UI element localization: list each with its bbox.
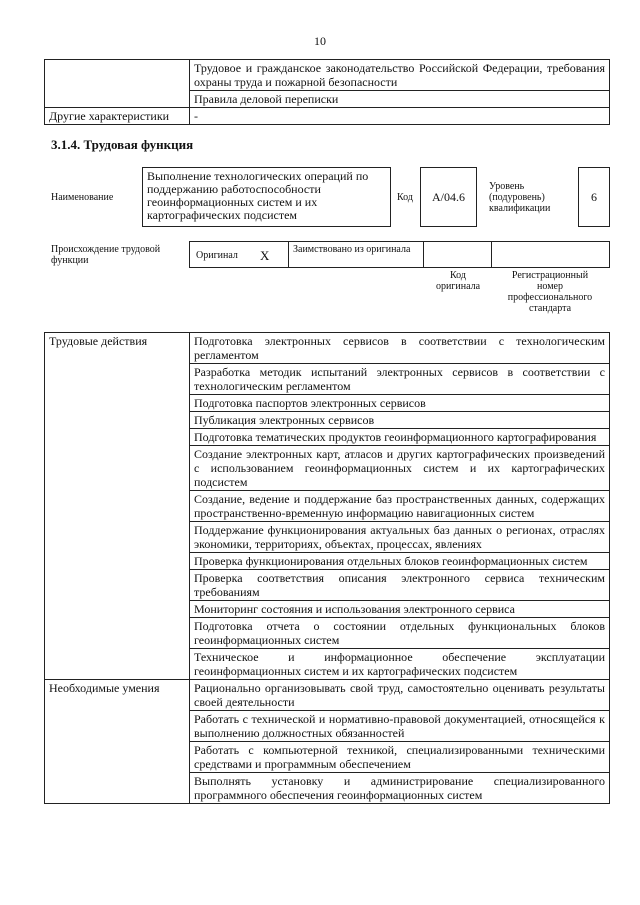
origin-original-box: [189, 241, 289, 268]
required-skill: Работать с компьютерной техникой, специализированными техническими средствами и программным обеспечением: [190, 742, 610, 773]
labor-action: Подготовка отчета о состоянии отдельных функциональных блоков геоинформационных систем: [190, 618, 610, 649]
table-row: [45, 108, 610, 125]
table-row: [45, 333, 610, 364]
original-label: Оригинал: [196, 250, 238, 261]
page-number: 10: [314, 34, 326, 48]
top-table: [44, 59, 610, 125]
labor-action: Подготовка тематических продуктов геоинформационного картографирования: [190, 429, 610, 446]
name-label: Наименование: [51, 192, 114, 203]
table-row: [45, 60, 610, 91]
labor-action: Создание электронных карт, атласов и других картографических произведений с использованием геоинформационных систем и их картографических подсистем: [190, 446, 610, 491]
required-skill: Выполнять установку и администрирование специализированного программного обеспечения геоинформационных систем: [190, 773, 610, 804]
table-cell-empty: [45, 60, 190, 108]
reg-number-caption: Регистрационный номер профессионального стандарта: [507, 270, 593, 314]
origin-code-box: [423, 241, 492, 268]
code-value: А/04.6: [432, 190, 465, 204]
labor-action: Проверка соответствия описания электронного сервиса техническим требованиям: [190, 570, 610, 601]
labor-actions-label: Трудовые действия: [45, 333, 190, 680]
level-label: Уровень (подуровень) квалификации: [489, 181, 551, 214]
labor-action: Публикация электронных сервисов: [190, 412, 610, 429]
labor-action: Поддержание функционирования актуальных баз данных о регионах, отраслях экономики, территориях, объектах, процессах, явлениях: [190, 522, 610, 553]
main-table: [44, 332, 610, 804]
labor-action: Техническое и информационное обеспечение эксплуатации геоинформационных систем и их картографических подсистем: [190, 649, 610, 680]
code-label: Код: [397, 192, 413, 203]
origin-label: Происхождение трудовой функции: [51, 244, 161, 266]
original-mark: X: [260, 248, 270, 263]
required-skill: Работать с технической и нормативно-правовой документацией, относящейся к выполнению должностных обязанностей: [190, 711, 610, 742]
code-original-caption: Код оригинала: [435, 270, 481, 292]
labor-action: Создание, ведение и поддержание баз пространственных данных, содержащих пространственно-временную информацию навигационных систем: [190, 491, 610, 522]
other-characteristics-label: Другие характеристики: [45, 108, 190, 125]
function-name: Выполнение технологических операций по поддержанию работоспособности геоинформационных систем и их картографических подсистем: [147, 169, 369, 222]
origin-reg-box: [491, 241, 610, 268]
code-box: [420, 167, 477, 227]
section-title: 3.1.4. Трудовая функция: [51, 137, 194, 152]
labor-action: Подготовка электронных сервисов в соответствии с технологическим регламентом: [190, 333, 610, 364]
labor-action: Подготовка паспортов электронных сервисов: [190, 395, 610, 412]
borrowed-label: Заимствовано из оригинала: [293, 244, 411, 255]
level-box: [578, 167, 610, 227]
labor-action: Разработка методик испытаний электронных сервисов в соответствии с технологическим регламентом: [190, 364, 610, 395]
origin-borrowed-box: [288, 241, 424, 268]
table-row: [45, 680, 610, 711]
table-cell: Трудовое и гражданское законодательство Российской Федерации, требования охраны труда и пожарной безопасности: [190, 60, 610, 91]
labor-action: Проверка функционирования отдельных блоков геоинформационных систем: [190, 553, 610, 570]
other-characteristics-value: -: [190, 108, 610, 125]
function-name-box: [142, 167, 391, 227]
level-value: 6: [591, 190, 597, 204]
table-cell: Правила деловой переписки: [190, 91, 610, 108]
required-skill: Рационально организовывать свой труд, самостоятельно оценивать результаты своей деятельности: [190, 680, 610, 711]
required-skills-label: Необходимые умения: [45, 680, 190, 804]
labor-action: Мониторинг состояния и использования электронного сервиса: [190, 601, 610, 618]
